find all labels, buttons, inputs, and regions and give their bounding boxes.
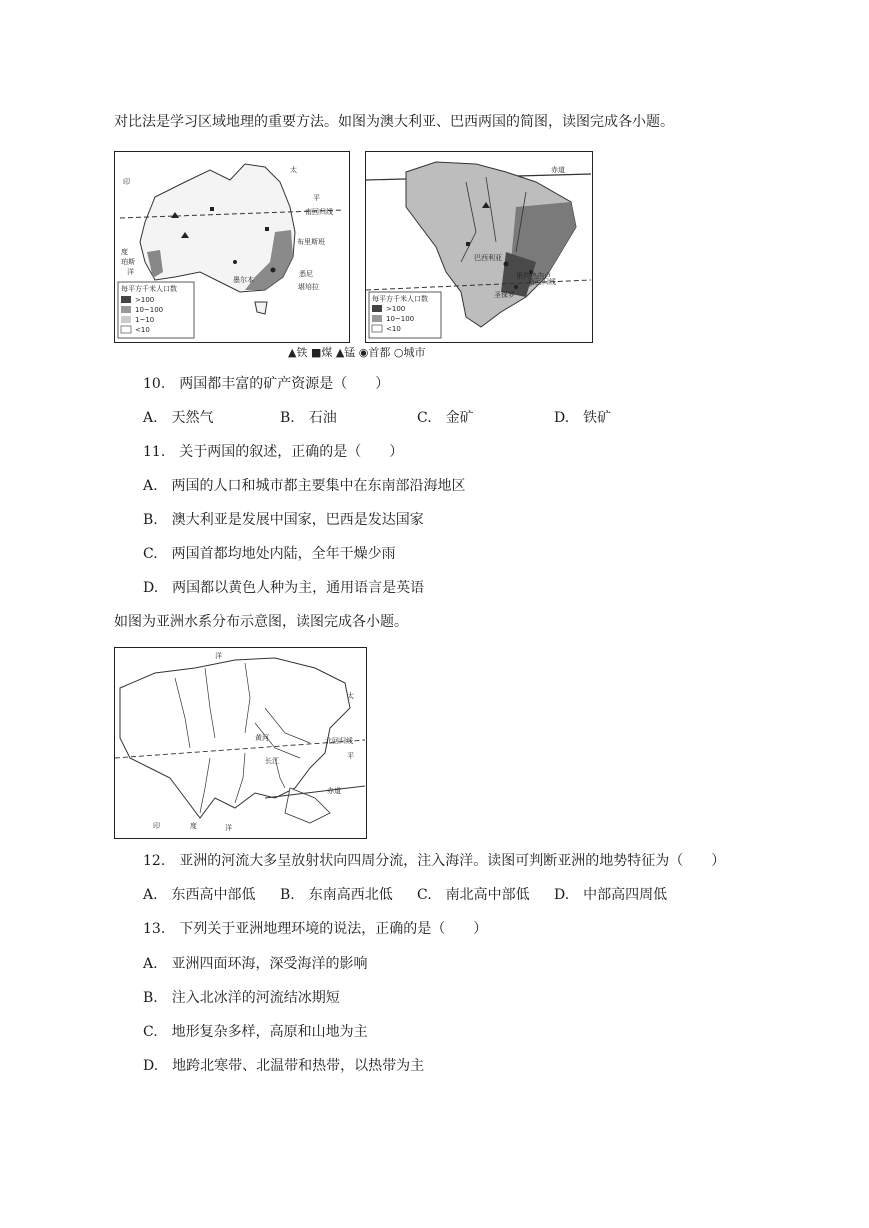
australia-map xyxy=(114,151,350,343)
question-11-option-d: D. 两国都以黄色人种为主，通用语言是英语 xyxy=(143,580,425,596)
question-10-option-c: C. 金矿 xyxy=(417,410,474,426)
svg-text:南回归线: 南回归线 xyxy=(528,278,556,286)
map-key: ▲铁 ■煤 ▲锰 ◉首都 ○城市 xyxy=(288,346,426,359)
question-11-option-c: C. 两国首都均地处内陆，全年干燥少雨 xyxy=(143,546,396,562)
svg-text:印: 印 xyxy=(153,822,160,830)
svg-text:10~100: 10~100 xyxy=(135,306,164,314)
svg-text:洋: 洋 xyxy=(127,268,134,276)
svg-text:圣保罗: 圣保罗 xyxy=(494,291,515,299)
svg-text:每平方千米人口数: 每平方千米人口数 xyxy=(372,295,428,303)
svg-text:平: 平 xyxy=(347,752,354,760)
svg-text:墨尔本: 墨尔本 xyxy=(233,276,254,284)
svg-text:黄河: 黄河 xyxy=(255,734,269,742)
question-10-option-b: B. 石油 xyxy=(280,410,337,426)
brazil-map xyxy=(365,151,593,343)
question-10-option-d: D. 铁矿 xyxy=(554,410,612,426)
intro-text-1: 对比法是学习区域地理的重要方法。如图为澳大利亚、巴西两国的简图，读图完成各小题。 xyxy=(114,114,674,130)
svg-text:1~10: 1~10 xyxy=(135,316,155,324)
svg-text:堪培拉: 堪培拉 xyxy=(298,283,319,291)
question-12-option-b: B. 东南高西北低 xyxy=(280,887,393,903)
svg-text:洋: 洋 xyxy=(225,824,232,832)
svg-text:度: 度 xyxy=(121,248,128,256)
svg-text:赤道: 赤道 xyxy=(551,166,565,174)
question-13-option-d: D. 地跨北寒带、北温带和热带，以热带为主 xyxy=(143,1058,425,1074)
question-13-option-a: A. 亚洲四面环海，深受海洋的影响 xyxy=(143,956,368,972)
svg-text:赤道: 赤道 xyxy=(327,787,341,795)
svg-text:北回归线: 北回归线 xyxy=(325,737,353,745)
question-11-option-a: A. 两国的人口和城市都主要集中在东南部沿海地区 xyxy=(143,478,466,494)
svg-text:里约热内卢: 里约热内卢 xyxy=(516,272,551,280)
svg-text:>100: >100 xyxy=(386,305,406,313)
svg-text:巴西利亚: 巴西利亚 xyxy=(474,254,502,262)
question-13-option-c: C. 地形复杂多样，高原和山地为主 xyxy=(143,1024,368,1040)
svg-text:<10: <10 xyxy=(386,325,401,333)
question-11-stem: 11. 关于两国的叙述，正确的是（ ） xyxy=(143,444,404,460)
question-11-option-b: B. 澳大利亚是发展中国家，巴西是发达国家 xyxy=(143,512,424,528)
svg-text:太: 太 xyxy=(290,166,297,174)
svg-text:<10: <10 xyxy=(135,326,150,334)
svg-text:珀斯: 珀斯 xyxy=(121,258,135,266)
question-12-stem: 12. 亚洲的河流大多呈放射状向四周分流，注入海洋。读图可判断亚洲的地势特征为（ ） xyxy=(143,853,726,869)
svg-text:布里斯班: 布里斯班 xyxy=(297,238,325,246)
svg-text:平: 平 xyxy=(313,194,320,202)
svg-text:10~100: 10~100 xyxy=(386,315,415,323)
question-13-stem: 13. 下列关于亚洲地理环境的说法，正确的是（ ） xyxy=(143,921,488,937)
svg-text:悉尼: 悉尼 xyxy=(299,270,313,278)
svg-text:印: 印 xyxy=(123,178,130,186)
svg-text:>100: >100 xyxy=(135,296,155,304)
question-13-option-b: B. 注入北冰洋的河流结冰期短 xyxy=(143,990,340,1006)
question-12-option-a: A. 东西高中部低 xyxy=(143,887,256,903)
question-12-option-c: C. 南北高中部低 xyxy=(417,887,530,903)
question-10-option-a: A. 天然气 xyxy=(143,410,214,426)
svg-text:洋: 洋 xyxy=(215,652,222,660)
svg-text:度: 度 xyxy=(190,822,197,830)
question-10-stem: 10. 两国都丰富的矿产资源是（ ） xyxy=(143,376,390,392)
svg-text:南回归线: 南回归线 xyxy=(305,208,333,216)
asia-map xyxy=(114,647,367,839)
svg-text:太: 太 xyxy=(347,692,354,700)
question-12-option-d: D. 中部高四周低 xyxy=(554,887,668,903)
intro-text-2: 如图为亚洲水系分布示意图，读图完成各小题。 xyxy=(114,614,408,630)
svg-text:长江: 长江 xyxy=(265,757,279,765)
svg-text:每平方千米人口数: 每平方千米人口数 xyxy=(121,285,177,293)
